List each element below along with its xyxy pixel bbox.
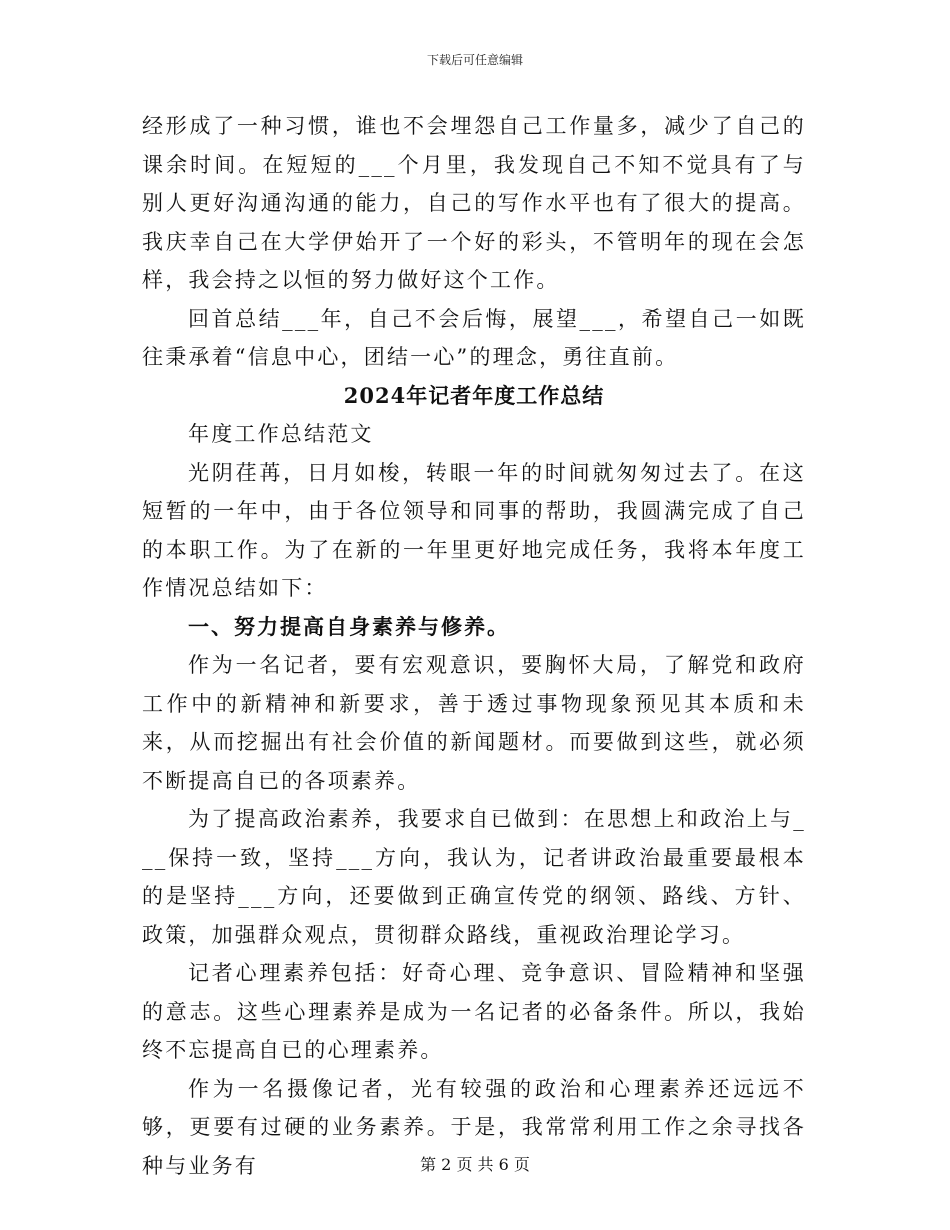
paragraph-review: 回首总结___年，自己不会后悔，展望___，希望自己一如既往秉承着“信息中心，团结一心”的理念，勇往直前。 (142, 306, 806, 369)
paragraph-political: 为了提高政治素养，我要求自已做到：在思想上和政治上与___保持一致，坚持___方向，我认为，记者讲政治最重要最根本的是坚持___方向，还要做到正确宣传党的纲领、路线、方针、政策，加强群众观点，贯彻群众路线，重视政治理论学习。 (142, 807, 806, 947)
document-subtitle: 年度工作总结范文 (188, 422, 374, 446)
paragraph-intro: 光阴荏苒，日月如梭，转眼一年的时间就匆匆过去了。在这短暂的一年中，由于各位领导和同事的帮助，我圆满完成了自己的本职工作。为了在新的一年里更好地完成任务，我将本年度工作情况总结如下： (142, 460, 806, 600)
paragraph-awareness: 作为一名记者，要有宏观意识，要胸怀大局，了解党和政府工作中的新精神和新要求，善于透过事物现象预见其本质和未来，从而挖掘出有社会价值的新闻题材。而要做到这些，就必须不断提高自已的各项素养。 (142, 653, 806, 793)
page-header-note: 下载后可任意编辑 (426, 53, 523, 67)
document-body (142, 107, 806, 1185)
page-number: 第 2 页 共 6 页 (420, 1155, 530, 1174)
section-heading-1: 一、努力提高自身素养与修养。 (188, 613, 510, 639)
paragraph-professional: 作为一名摄像记者，光有较强的政治和心理素养还远远不够，更要有过硬的业务素养。于是，我常常利用工作之余寻找各种与业务有 (142, 1076, 806, 1178)
document-title: 2024年记者年度工作总结 (343, 382, 605, 408)
paragraph-psychological: 记者心理素养包括：好奇心理、竞争意识、冒险精神和坚强的意志。这些心理素养是成为一名记者的必备条件。所以，我始终不忘提高自已的心理素养。 (142, 961, 806, 1062)
paragraph-continued: 经形成了一种习惯，谁也不会埋怨自己工作量多，减少了自己的课余时间。在短短的___个月里，我发现自己不知不觉具有了与别人更好沟通沟通的能力，自己的写作水平也有了很大的提高。我庆幸自己在大学伊始开了一个好的彩头，不管明年的现在会怎样，我会持之以恒的努力做好这个工作。 (142, 114, 806, 292)
